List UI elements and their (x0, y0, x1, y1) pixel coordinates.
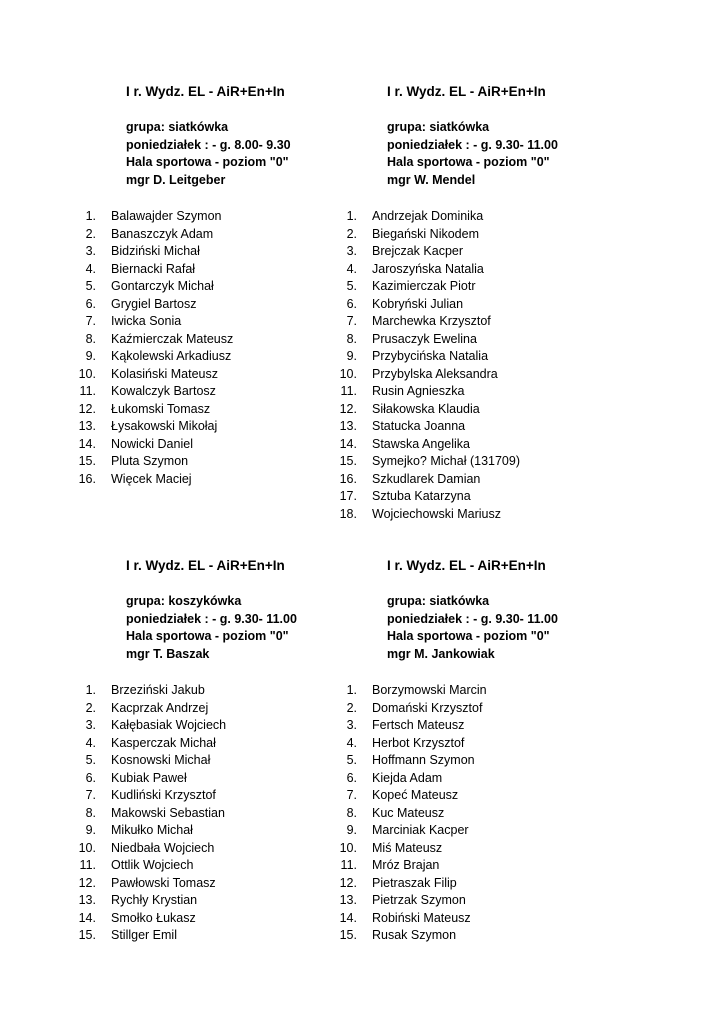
group-discipline: grupa: siatkówka (387, 594, 490, 608)
student-name: Przybylska Aleksandra (372, 366, 498, 381)
student-name: Andrzejak Dominika (372, 209, 484, 223)
student-name: Kudliński Krzysztof (111, 788, 216, 802)
list-item (309, 418, 629, 436)
group-location: Hala sportowa - poziom "0" (126, 629, 289, 643)
student-name: Stawska Angelika (372, 436, 470, 451)
list-item-number: 3. (346, 718, 357, 732)
list-item (309, 805, 629, 823)
group-schedule: poniedziałek : - g. 9.30- 11.00 (387, 612, 558, 626)
list-item-number: 8. (346, 805, 357, 820)
student-list (309, 208, 629, 523)
student-name: Grygiel Bartosz (111, 296, 197, 311)
list-item-number: 7. (346, 788, 357, 802)
list-item-number: 14. (339, 436, 357, 451)
list-item-number: 5. (346, 279, 357, 293)
list-item-number: 1. (346, 209, 357, 223)
student-name: Domański Krzysztof (372, 700, 483, 715)
list-item (309, 261, 629, 279)
student-name: Prusaczyk Ewelina (372, 331, 477, 346)
list-item-number: 2. (346, 700, 357, 715)
list-item (309, 348, 629, 366)
student-name: Stillger Emil (111, 928, 177, 942)
list-item (309, 331, 629, 349)
list-item-number: 3. (85, 244, 96, 258)
group-teacher: mgr D. Leitgeber (126, 173, 226, 187)
list-item-number: 6. (346, 770, 357, 785)
list-item-number: 9. (85, 823, 96, 837)
student-name: Bidziński Michał (111, 244, 200, 258)
list-item-number: 16. (339, 471, 357, 486)
list-item-number: 2. (346, 226, 357, 241)
student-name: Kopeć Mateusz (372, 788, 459, 802)
student-name: Kasperczak Michał (111, 735, 216, 750)
list-item-number: 16. (78, 471, 96, 486)
student-name: Pietraszak Filip (372, 875, 457, 890)
list-item (309, 752, 629, 770)
student-name: Więcek Maciej (111, 471, 192, 486)
student-name: Marchewka Krzysztof (372, 314, 491, 328)
student-name: Makowski Sebastian (111, 805, 225, 820)
list-item-number: 14. (78, 910, 96, 925)
list-item-number: 11. (79, 858, 96, 872)
list-item-number: 1. (346, 683, 357, 697)
list-item (309, 243, 629, 261)
student-name: Rychły Krystian (111, 893, 198, 907)
student-name: Miś Mateusz (372, 840, 443, 855)
list-item (309, 857, 629, 875)
student-name: Rusin Agnieszka (372, 384, 465, 398)
student-name: Marciniak Kacper (372, 823, 469, 837)
list-item-number: 4. (85, 735, 96, 750)
group-title: I r. Wydz. EL - AiR+En+In (387, 84, 546, 99)
group-schedule: poniedziałek : - g. 8.00- 9.30 (126, 138, 291, 152)
group-discipline: grupa: koszykówka (126, 594, 242, 608)
list-item-number: 6. (346, 296, 357, 311)
list-item-number: 3. (346, 244, 357, 258)
list-item (309, 892, 629, 910)
list-item (309, 488, 629, 506)
student-name: Kobryński Julian (372, 296, 464, 311)
student-name: Kazimierczak Piotr (372, 279, 476, 293)
student-name: Kowalczyk Bartosz (111, 384, 216, 398)
list-item (309, 770, 629, 788)
list-item (309, 366, 629, 384)
list-item (309, 787, 629, 805)
student-name: Pawłowski Tomasz (111, 875, 216, 890)
student-name: Kiejda Adam (372, 770, 443, 785)
student-name: Wojciechowski Mariusz (372, 506, 501, 521)
list-item-number: 13. (78, 893, 96, 907)
list-item-number: 1. (85, 683, 96, 697)
student-name: Pluta Szymon (111, 454, 189, 468)
student-list (309, 682, 629, 945)
student-name: Kolasiński Mateusz (111, 366, 218, 381)
student-name: Statucka Joanna (372, 419, 466, 433)
group-discipline: grupa: siatkówka (126, 120, 229, 134)
list-item-number: 7. (85, 788, 96, 802)
group-teacher: mgr T. Baszak (126, 647, 210, 661)
student-name: Przybycińska Natalia (372, 349, 489, 363)
student-name: Jaroszyńska Natalia (372, 261, 484, 276)
list-item-number: 5. (346, 753, 357, 767)
list-item (309, 910, 629, 928)
student-name: Kąkolewski Arkadiusz (111, 349, 232, 363)
list-item (309, 682, 629, 700)
list-item-number: 15. (78, 454, 96, 468)
list-item-number: 12. (339, 875, 357, 890)
list-item-number: 5. (85, 279, 96, 293)
list-item (309, 840, 629, 858)
student-name: Sztuba Katarzyna (372, 489, 471, 503)
student-name: Kosnowski Michał (111, 753, 211, 767)
list-item-number: 13. (339, 893, 357, 907)
list-item-number: 6. (85, 770, 96, 785)
list-item-number: 18. (339, 506, 357, 521)
group-title: I r. Wydz. EL - AiR+En+In (126, 558, 285, 573)
list-item (309, 875, 629, 893)
student-name: Balawajder Szymon (111, 209, 222, 223)
list-item-number: 4. (85, 261, 96, 276)
list-item (309, 700, 629, 718)
student-name: Hoffmann Szymon (372, 753, 475, 767)
student-name: Borzymowski Marcin (372, 683, 487, 697)
student-name: Biegański Nikodem (372, 226, 479, 241)
list-item-number: 4. (346, 261, 357, 276)
list-item (309, 735, 629, 753)
group-location: Hala sportowa - poziom "0" (126, 155, 289, 169)
student-name: Symejko? Michał (131709) (372, 454, 520, 468)
student-name: Kubiak Paweł (111, 770, 187, 785)
list-item-number: 15. (339, 928, 357, 942)
student-name: Herbot Krzysztof (372, 735, 465, 750)
student-name: Pietrzak Szymon (372, 893, 466, 907)
list-item (309, 471, 629, 489)
list-item (309, 313, 629, 331)
list-item (309, 383, 629, 401)
list-item (309, 717, 629, 735)
student-name: Smołko Łukasz (111, 910, 196, 925)
list-item-number: 15. (339, 454, 357, 468)
list-item-number: 12. (78, 875, 96, 890)
student-name: Mikułko Michał (111, 823, 193, 837)
group-title: I r. Wydz. EL - AiR+En+In (387, 558, 546, 573)
list-item-number: 11. (340, 384, 357, 398)
group-location: Hala sportowa - poziom "0" (387, 155, 550, 169)
list-item-number: 3. (85, 718, 96, 732)
list-item (309, 401, 629, 419)
student-name: Brejczak Kacper (372, 244, 464, 258)
list-item-number: 10. (78, 366, 96, 381)
list-item (309, 296, 629, 314)
group-title: I r. Wydz. EL - AiR+En+In (126, 84, 285, 99)
list-item (309, 436, 629, 454)
student-name: Iwicka Sonia (111, 314, 182, 328)
student-name: Rusak Szymon (372, 928, 457, 942)
list-item-number: 9. (346, 823, 357, 837)
list-item-number: 10. (339, 840, 357, 855)
list-item-number: 13. (339, 419, 357, 433)
student-name: Łukomski Tomasz (111, 401, 211, 416)
list-item-number: 14. (78, 436, 96, 451)
list-item-number: 17. (339, 489, 357, 503)
student-name: Fertsch Mateusz (372, 718, 465, 732)
student-name: Gontarczyk Michał (111, 279, 214, 293)
list-item-number: 7. (346, 314, 357, 328)
list-item (309, 278, 629, 296)
student-name: Kaźmierczak Mateusz (111, 331, 234, 346)
list-item-number: 6. (85, 296, 96, 311)
student-name: Banaszczyk Adam (111, 226, 214, 241)
group-teacher: mgr M. Jankowiak (387, 647, 495, 661)
list-item (309, 506, 629, 524)
student-name: Mróz Brajan (372, 858, 440, 872)
list-item-number: 15. (78, 928, 96, 942)
list-item-number: 12. (339, 401, 357, 416)
list-item-number: 5. (85, 753, 96, 767)
group-schedule: poniedziałek : - g. 9.30- 11.00 (126, 612, 297, 626)
list-item (309, 927, 629, 945)
list-item (309, 453, 629, 471)
list-item (309, 208, 629, 226)
student-name: Łysakowski Mikołaj (111, 419, 218, 433)
list-item (309, 822, 629, 840)
list-item-number: 9. (346, 349, 357, 363)
list-item-number: 1. (85, 209, 96, 223)
group-discipline: grupa: siatkówka (387, 120, 490, 134)
group-schedule: poniedziałek : - g. 9.30- 11.00 (387, 138, 558, 152)
group-teacher: mgr W. Mendel (387, 173, 476, 187)
list-item-number: 8. (85, 331, 96, 346)
list-item-number: 8. (85, 805, 96, 820)
student-name: Ottlik Wojciech (111, 858, 194, 872)
student-name: Siłakowska Klaudia (372, 401, 480, 416)
group-location: Hala sportowa - poziom "0" (387, 629, 550, 643)
student-name: Biernacki Rafał (111, 261, 196, 276)
list-item-number: 2. (85, 226, 96, 241)
list-item-number: 10. (339, 366, 357, 381)
student-name: Kuc Mateusz (372, 805, 445, 820)
list-item-number: 12. (78, 401, 96, 416)
student-name: Kałębasiak Wojciech (111, 718, 227, 732)
list-item-number: 11. (79, 384, 96, 398)
list-item-number: 11. (340, 858, 357, 872)
list-item-number: 7. (85, 314, 96, 328)
list-item-number: 14. (339, 910, 357, 925)
student-name: Niedbała Wojciech (111, 840, 215, 855)
list-item-number: 13. (78, 419, 96, 433)
list-item-number: 2. (85, 700, 96, 715)
student-name: Brzeziński Jakub (111, 683, 205, 697)
student-name: Szkudlarek Damian (372, 471, 481, 486)
list-item-number: 8. (346, 331, 357, 346)
list-item-number: 4. (346, 735, 357, 750)
list-item (309, 226, 629, 244)
student-name: Kacprzak Andrzej (111, 700, 209, 715)
list-item-number: 9. (85, 349, 96, 363)
student-name: Nowicki Daniel (111, 436, 193, 451)
list-item-number: 10. (78, 840, 96, 855)
student-name: Robiński Mateusz (372, 910, 471, 925)
